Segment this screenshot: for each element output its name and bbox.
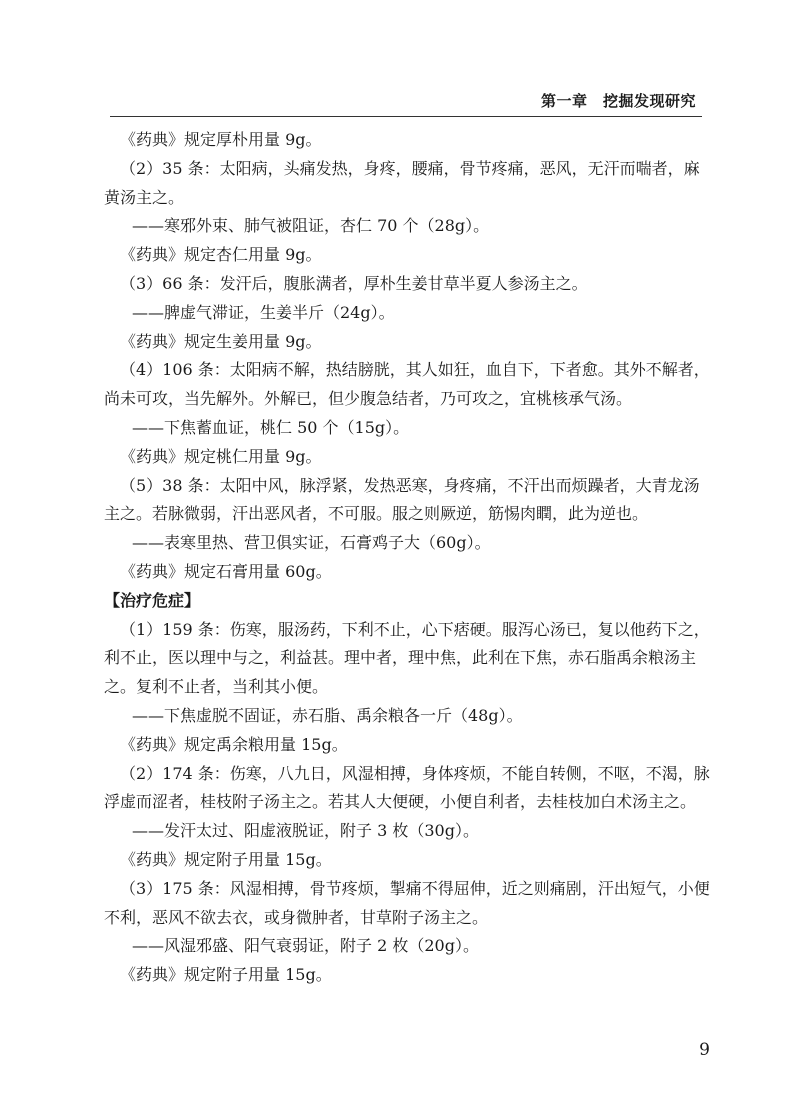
paragraph: ——下焦蓄血证，桃仁 50 个（15g）。 (132, 417, 410, 437)
paragraph: （4）106 条：太阳病不解，热结膀胱，其人如狂，血自下，下者愈。其外不解者，尚未可攻，当先解外。外解已，但少腹急结者，乃可攻之，宜桃核承气汤。 (104, 360, 710, 409)
paragraph: 《药典》规定杏仁用量 9g。 (120, 245, 322, 265)
paragraph: ——发汗太过、阳虚液脱证，附子 3 枚（30g）。 (132, 821, 479, 841)
section-heading: 【治疗危症】 (104, 590, 201, 610)
paragraph: （1）159 条：伤寒，服汤药，下利不止，心下痞硬。服泻心汤已，复以他药下之，利不止，医以理中与之，利益甚。理中者，理中焦，此利在下焦，赤石脂禹余粮汤主之。复利不止者，当利其小便。 (104, 619, 710, 697)
running-head: 第一章 挖掘发现研究 (540, 92, 696, 110)
paragraph: ——风湿邪盛、阳气衰弱证，附子 2 枚（20g）。 (132, 936, 479, 956)
page-number: 9 (699, 1040, 710, 1060)
paragraph: ——寒邪外束、肺气被阻证，杏仁 70 个（28g）。 (132, 216, 490, 236)
paragraph: 《药典》规定厚朴用量 9g。 (120, 130, 322, 149)
body-text (104, 126, 710, 990)
paragraph: （5）38 条：太阳中风，脉浮紧，发热恶寒，身疼痛，不汗出而烦躁者，大青龙汤主之。若脉微弱，汗出恶风者，不可服。服之则厥逆，筋惕肉瞤，此为逆也。 (104, 475, 700, 524)
paragraph: ——脾虚气滞证，生姜半斤（24g）。 (132, 302, 395, 322)
header-rule (110, 116, 702, 117)
paragraph: （2）174 条：伤寒，八九日，风湿相搏，身体疼烦，不能自转侧，不呕，不渴，脉浮虚而涩者，桂枝附子汤主之。若其人大便硬，小便自利者，去桂枝加白术汤主之。 (104, 763, 710, 812)
paragraph: 《药典》规定桃仁用量 9g。 (120, 446, 322, 466)
paragraph: ——下焦虚脱不固证，赤石脂、禹余粮各一斤（48g）。 (132, 705, 523, 725)
paragraph: ——表寒里热、营卫俱实证，石膏鸡子大（60g）。 (132, 533, 491, 553)
paragraph: 《药典》规定禹余粮用量 15g。 (120, 734, 348, 754)
paragraph: （2）35 条：太阳病，头痛发热，身疼，腰痛，骨节疼痛，恶风，无汗而喘者，麻黄汤主之。 (104, 158, 700, 207)
paragraph: 《药典》规定附子用量 15g。 (120, 965, 332, 985)
paragraph: 《药典》规定生姜用量 9g。 (120, 331, 322, 351)
paragraph: （3）175 条：风湿相搏，骨节疼烦，掣痛不得屈伸，近之则痛剧，汗出短气，小便不利，恶风不欲去衣，或身微肿者，甘草附子汤主之。 (104, 878, 710, 927)
paragraph: 《药典》规定石膏用量 60g。 (120, 561, 332, 581)
paragraph: 《药典》规定附子用量 15g。 (120, 849, 332, 869)
paragraph: （3）66 条：发汗后，腹胀满者，厚朴生姜甘草半夏人参汤主之。 (120, 273, 588, 293)
